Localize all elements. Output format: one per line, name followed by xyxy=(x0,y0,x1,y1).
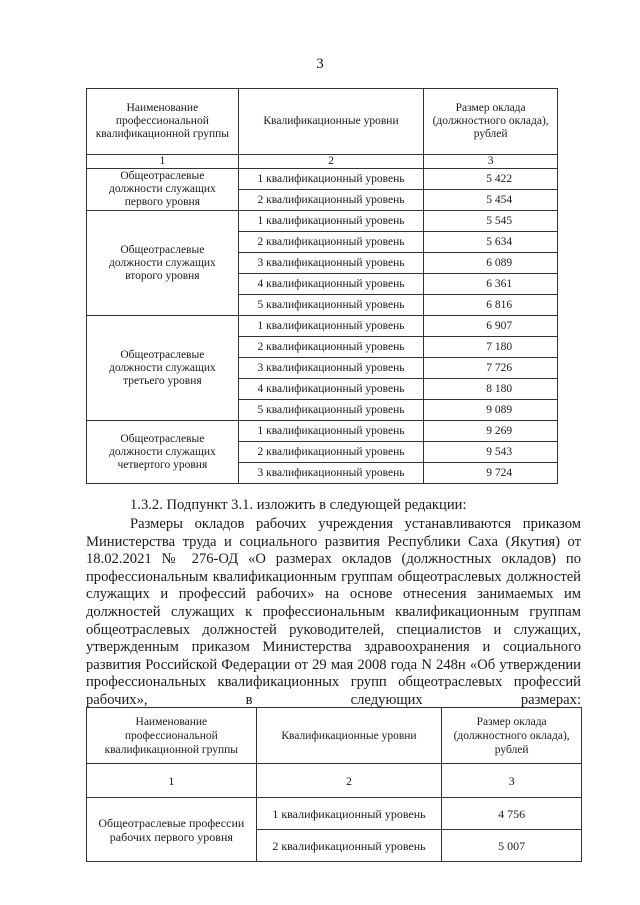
column-number: 1 xyxy=(87,155,239,169)
salary-cell: 5 422 xyxy=(424,169,558,190)
column-numbering-row xyxy=(87,155,558,169)
qualification-level-cell: 1 квалификационный уровень xyxy=(238,316,424,337)
column-header: Размер оклада (должностного оклада), рублей xyxy=(442,708,582,764)
table-row xyxy=(87,421,558,442)
salary-table-workers xyxy=(86,707,582,862)
column-number: 2 xyxy=(256,764,442,798)
salary-cell: 5 634 xyxy=(424,232,558,253)
group-name-cell: Общеотраслевые профессии рабочих первого уровня xyxy=(87,798,257,862)
paragraph-amendment: 1.3.2. Подпункт 3.1. изложить в следующей редакции: xyxy=(130,497,467,513)
qualification-level-cell: 1 квалификационный уровень xyxy=(238,169,424,190)
salary-cell: 5 007 xyxy=(442,830,582,862)
qualification-level-cell: 5 квалификационный уровень xyxy=(238,400,424,421)
column-header: Наименование профессиональной квалификационной группы xyxy=(87,708,257,764)
page-number: 3 xyxy=(316,56,324,72)
column-numbering-row xyxy=(87,764,582,798)
column-header: Квалификационные уровни xyxy=(256,708,442,764)
qualification-level-cell: 5 квалификационный уровень xyxy=(238,295,424,316)
table-header-row xyxy=(87,89,558,155)
salary-cell: 4 756 xyxy=(442,798,582,830)
salary-cell: 7 180 xyxy=(424,337,558,358)
salary-cell: 7 726 xyxy=(424,358,558,379)
qualification-level-cell: 2 квалификационный уровень xyxy=(238,337,424,358)
salary-cell: 9 089 xyxy=(424,400,558,421)
column-number: 3 xyxy=(442,764,582,798)
column-header: Размер оклада (должностного оклада), рублей xyxy=(424,89,558,155)
salary-cell: 6 816 xyxy=(424,295,558,316)
group-name-cell: Общеотраслевые должности служащих второго уровня xyxy=(87,211,239,316)
table-row xyxy=(87,211,558,232)
qualification-level-cell: 4 квалификационный уровень xyxy=(238,274,424,295)
qualification-level-cell: 1 квалификационный уровень xyxy=(256,798,442,830)
qualification-level-cell: 2 квалификационный уровень xyxy=(238,190,424,211)
salary-cell: 9 543 xyxy=(424,442,558,463)
salary-cell: 5 454 xyxy=(424,190,558,211)
table-row xyxy=(87,798,582,830)
qualification-level-cell: 2 квалификационный уровень xyxy=(238,232,424,253)
table-header-row xyxy=(87,708,582,764)
salary-cell: 6 361 xyxy=(424,274,558,295)
qualification-level-cell: 4 квалификационный уровень xyxy=(238,379,424,400)
column-number: 2 xyxy=(238,155,424,169)
salary-cell: 8 180 xyxy=(424,379,558,400)
column-header: Квалификационные уровни xyxy=(238,89,424,155)
column-header: Наименование профессиональной квалификационной группы xyxy=(87,89,239,155)
column-number: 1 xyxy=(87,764,257,798)
salary-cell: 6 907 xyxy=(424,316,558,337)
paragraph-salary-rules: Размеры окладов рабочих учреждения устанавливаются приказом Министерства труда и социального развития Республики Саха (Якутия) от 18.02.2021 № 276-ОД «О размерах окладов (должностных окладов) по профессиональным квалификационным группам общеотраслевых должностей служащих и профессий рабочих» на основе отнесения занимаемых им должностей служащих к профессиональным квалификационным группам общеотраслевых должностей руководителей, специалистов и служащих, утвержденным приказом Министерства здравоохранения и социального развития Российской Федерации от 29 мая 2008 года N 248н «Об утверждении профессиональных квалификационных групп общеотраслевых профессий рабочих», в следующих размерах: xyxy=(86,516,581,708)
qualification-level-cell: 1 квалификационный уровень xyxy=(238,421,424,442)
qualification-level-cell: 3 квалификационный уровень xyxy=(238,253,424,274)
salary-cell: 9 269 xyxy=(424,421,558,442)
salary-table-employees xyxy=(86,88,558,484)
table-row xyxy=(87,316,558,337)
qualification-level-cell: 1 квалификационный уровень xyxy=(238,211,424,232)
group-name-cell: Общеотраслевые должности служащих первого уровня xyxy=(87,169,239,211)
salary-cell: 9 724 xyxy=(424,463,558,484)
salary-cell: 5 545 xyxy=(424,211,558,232)
group-name-cell: Общеотраслевые должности служащих третьего уровня xyxy=(87,316,239,421)
table-row xyxy=(87,169,558,190)
column-number: 3 xyxy=(424,155,558,169)
qualification-level-cell: 2 квалификационный уровень xyxy=(238,442,424,463)
qualification-level-cell: 3 квалификационный уровень xyxy=(238,463,424,484)
qualification-level-cell: 3 квалификационный уровень xyxy=(238,358,424,379)
salary-cell: 6 089 xyxy=(424,253,558,274)
group-name-cell: Общеотраслевые должности служащих четвертого уровня xyxy=(87,421,239,484)
qualification-level-cell: 2 квалификационный уровень xyxy=(256,830,442,862)
